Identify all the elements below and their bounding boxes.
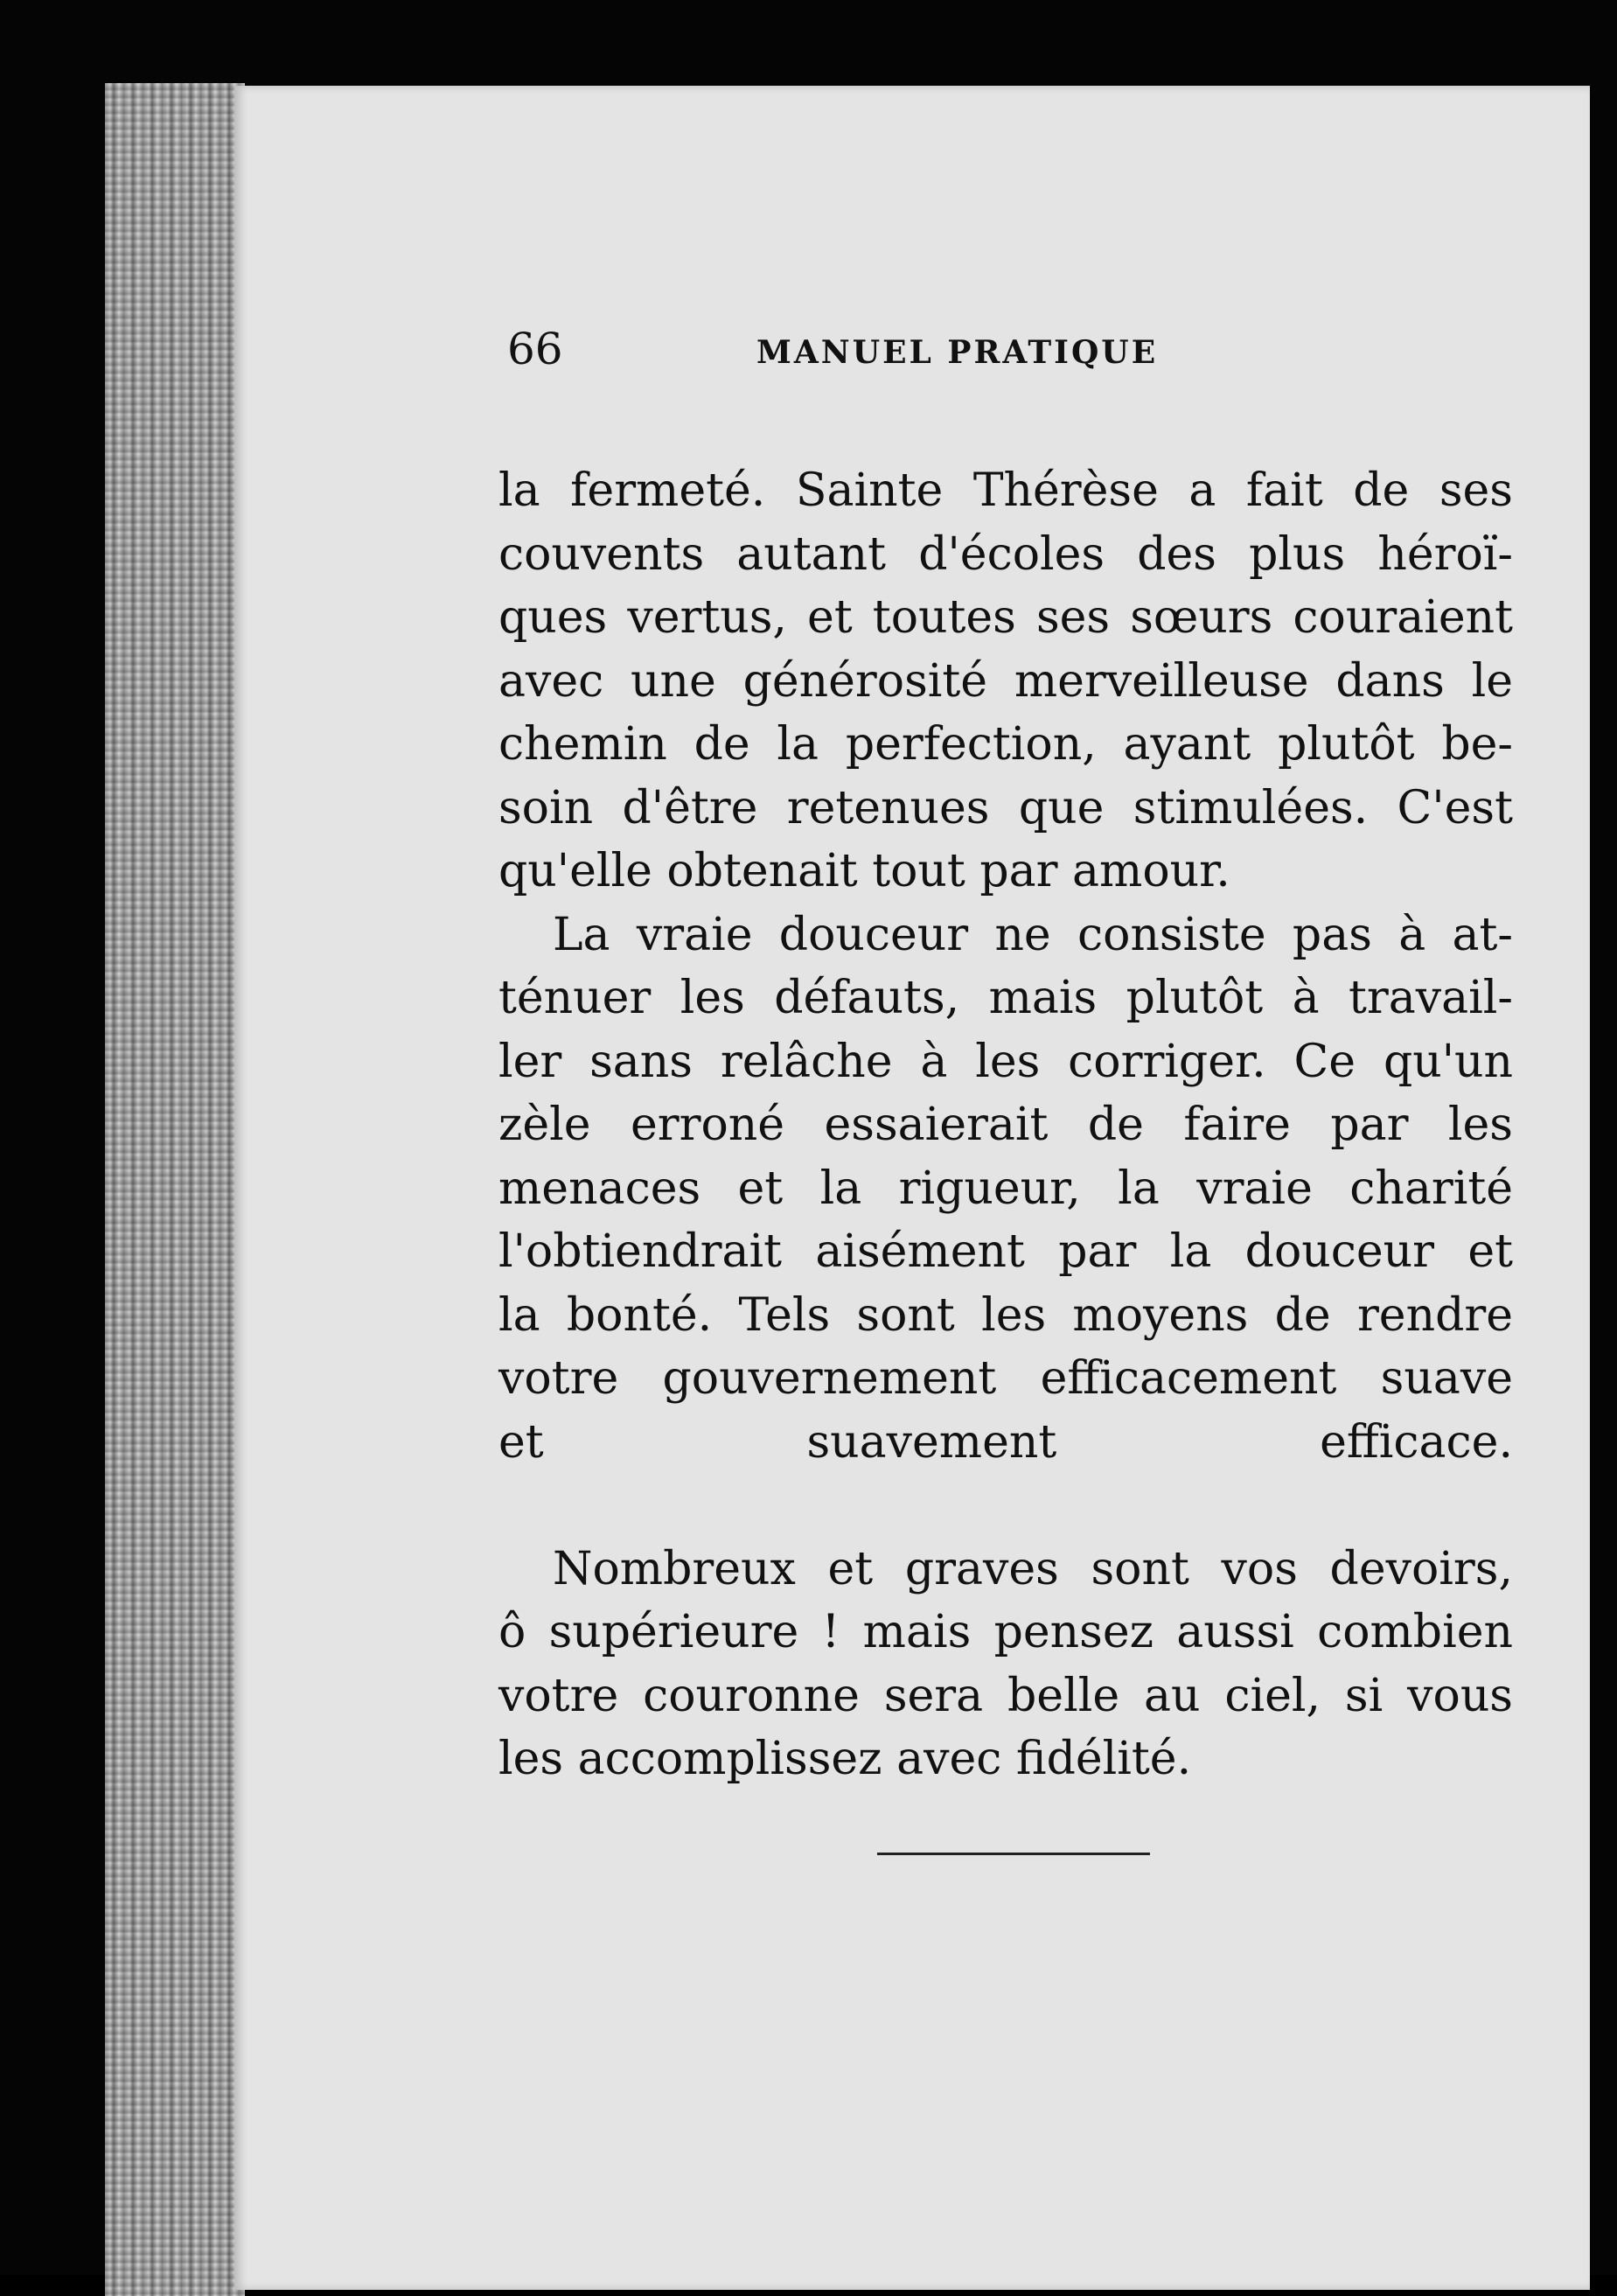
text-line: votre couronne sera belle au ciel, si vous [498, 1669, 1513, 1722]
text-line: la bonté. Tels sont les moyens de rendre [498, 1288, 1513, 1342]
text-line: ténuer les défauts, mais plutôt à travail- [498, 972, 1513, 1024]
text-line: menaces et la rigueur, la vraie charité [498, 1162, 1513, 1215]
book-page-edges [105, 83, 245, 2296]
text-line: soin d'être retenues que stimulées. C'est [498, 781, 1513, 834]
end-rule [877, 1853, 1150, 1855]
paragraph-3 [498, 1538, 1513, 1791]
page-number: 66 [507, 324, 563, 374]
text-line: les accomplissez avec fidélité. [498, 1733, 1192, 1785]
text-line: zèle erroné essaierait de faire par les [498, 1099, 1513, 1151]
paragraph-1 [498, 459, 1513, 904]
text-line: l'obtiendrait aisément par la douceur et [498, 1225, 1513, 1278]
text-line: Nombreux et graves sont vos devoirs, [553, 1542, 1513, 1595]
text-line: avec une générosité merveilleuse dans le [498, 654, 1513, 708]
body-text [498, 459, 1513, 1791]
text-line: couvents autant d'écoles des plus héroï- [498, 527, 1513, 581]
paragraph-2 [498, 904, 1513, 1538]
text-line: ler sans relâche à les corriger. Ce qu'un [498, 1035, 1513, 1088]
text-line: et suavement efficace. [498, 1415, 1513, 1469]
text-line: La vraie douceur ne consiste pas à at- [553, 908, 1513, 961]
text-line: qu'elle obtenait tout par amour. [498, 845, 1230, 897]
text-line: ques vertus, et toutes ses sœurs couraient [498, 591, 1513, 644]
running-title: MANUEL PRATIQUE [756, 334, 1159, 371]
text-line: votre gouvernement efficacement suave [498, 1352, 1513, 1405]
text-line: la fermeté. Sainte Thérèse a fait de ses [498, 464, 1513, 517]
text-line: ô supérieure ! mais pensez aussi combien [498, 1606, 1513, 1658]
text-line [498, 1474, 1513, 1538]
text-line: chemin de la perfection, ayant plutôt be- [498, 718, 1513, 771]
running-head [507, 324, 1224, 376]
